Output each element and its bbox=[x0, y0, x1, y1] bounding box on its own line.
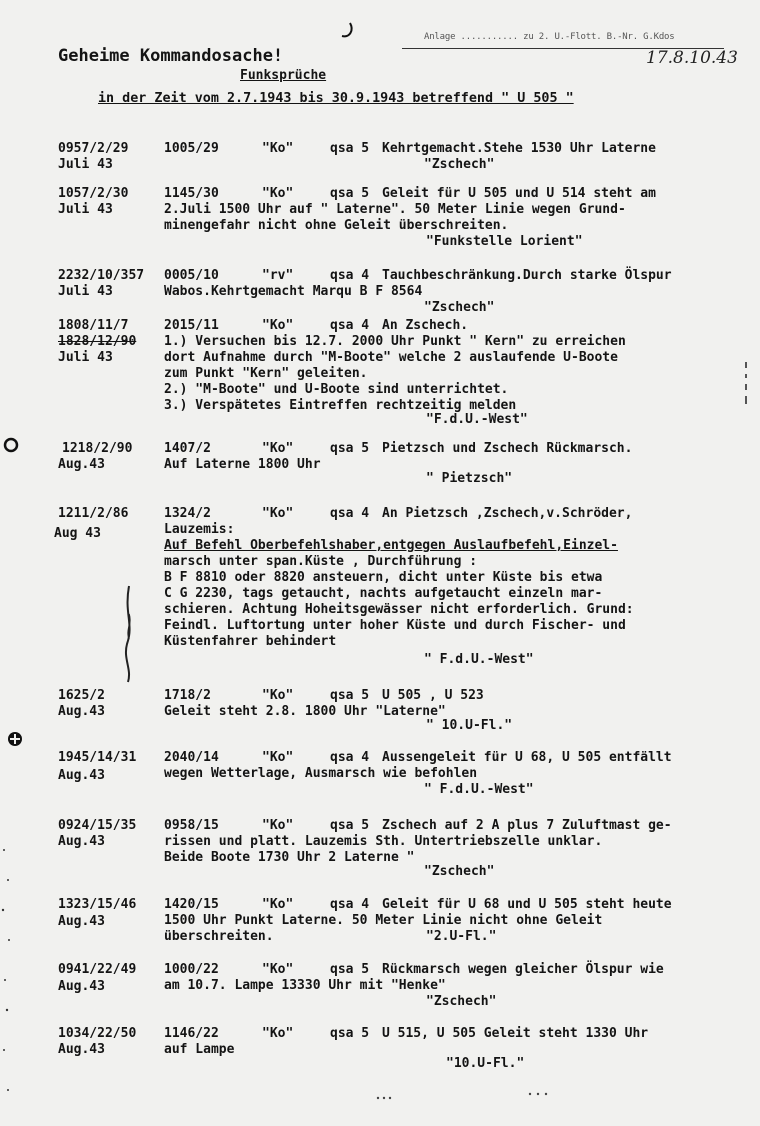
entry-time: 1145/30 bbox=[164, 186, 219, 201]
entry-signature: " F.d.U.-West" bbox=[424, 782, 534, 797]
entry-text-line: Geleit für U 505 und U 514 steht am bbox=[382, 186, 656, 201]
entry-signature: "10.U-Fl." bbox=[446, 1056, 525, 1071]
entry-qsa: qsa 4 bbox=[330, 897, 370, 912]
entry-qsa: qsa 5 bbox=[330, 441, 370, 456]
entry-sender: "Ko" bbox=[262, 441, 294, 456]
entry-text-line: minengefahr nicht ohne Geleit überschreiten. bbox=[164, 218, 509, 233]
entry-qsa: qsa 5 bbox=[330, 1026, 370, 1041]
entry-text-line: überschreiten. bbox=[164, 929, 274, 944]
entry-time: 2015/11 bbox=[164, 318, 219, 333]
entry-month: Aug.43 bbox=[58, 704, 105, 719]
classification-heading: Geheime Kommandosache! bbox=[58, 46, 284, 66]
entry-ref: 1808/11/7 bbox=[58, 318, 129, 333]
entry-signature: " 10.U-Fl." bbox=[426, 718, 513, 733]
entry-sender: "Ko" bbox=[262, 141, 294, 156]
entry-text-line: Geleit steht 2.8. 1800 Uhr "Laterne" bbox=[164, 704, 446, 719]
entry-ref: 0957/2/29 bbox=[58, 141, 129, 156]
entry-ref-struck: 1828/12/90 bbox=[58, 334, 137, 349]
entry-text-line: U 515, U 505 Geleit steht 1330 Uhr bbox=[382, 1026, 649, 1041]
entry-month: Juli 43 bbox=[58, 350, 113, 365]
entry-text-line: Zschech auf 2 A plus 7 Zuluftmast ge- bbox=[382, 818, 672, 833]
entry-text-line: Geleit für U 68 und U 505 steht heute bbox=[382, 897, 672, 912]
entry-qsa: qsa 4 bbox=[330, 268, 370, 283]
entry-qsa: qsa 4 bbox=[330, 506, 370, 521]
entry-signature: " F.d.U.-West" bbox=[424, 652, 534, 667]
entry-month: Juli 43 bbox=[58, 202, 113, 217]
entry-text-line: An Pietzsch ,Zschech,v.Schröder, bbox=[382, 506, 633, 521]
title-line: in der Zeit vom 2.7.1943 bis 30.9.1943 betreffend " U 505 " bbox=[98, 91, 574, 106]
entry-text-line: 1.) Versuchen bis 12.7. 2000 Uhr Punkt " Kern" zu erreichen bbox=[164, 334, 626, 349]
entry-time: 1420/15 bbox=[164, 897, 219, 912]
entry-text-line: Wabos.Kehrtgemacht Marqu B F 8564 bbox=[164, 284, 423, 299]
entry-time: 1146/22 bbox=[164, 1026, 219, 1041]
handwritten-margin-mark bbox=[118, 584, 140, 684]
punch-hole-mark bbox=[2, 436, 20, 454]
entry-signature: " Pietzsch" bbox=[426, 471, 513, 486]
entry-ref: 0924/15/35 bbox=[58, 818, 137, 833]
entry-text-line: Tauchbeschränkung.Durch starke Ölspur bbox=[382, 268, 672, 283]
entry-qsa: qsa 4 bbox=[330, 750, 370, 765]
entry-text-line: Lauzemis: bbox=[164, 522, 235, 537]
entry-signature: "Zschech" bbox=[424, 300, 495, 315]
entry-text-line: Aussengeleit für U 68, U 505 entfällt bbox=[382, 750, 672, 765]
entry-text-line: Feindl. Luftortung unter hoher Küste und durch Fischer- und bbox=[164, 618, 626, 633]
entry-month: Aug.43 bbox=[58, 457, 105, 472]
entry-month: Aug 43 bbox=[54, 526, 101, 541]
entry-qsa: qsa 5 bbox=[330, 186, 370, 201]
left-edge-speckle bbox=[0, 840, 14, 1120]
subtitle: Funksprüche bbox=[240, 68, 327, 83]
entry-month: Aug.43 bbox=[58, 979, 105, 994]
entry-text-line: wegen Wetterlage, Ausmarsch wie befohlen bbox=[164, 766, 478, 781]
entry-ref: 1057/2/30 bbox=[58, 186, 129, 201]
entry-ref: 1323/15/46 bbox=[58, 897, 137, 912]
entry-text-line: am 10.7. Lampe 13330 Uhr mit "Henke" bbox=[164, 978, 446, 993]
handwritten-date: 17.8.10.43 bbox=[646, 48, 738, 68]
entry-text-line: Auf Befehl Oberbefehlshaber,entgegen Auslaufbefehl,Einzel- bbox=[164, 538, 618, 553]
entry-signature: "Zschech" bbox=[426, 994, 497, 1009]
top-curl-mark bbox=[336, 20, 358, 42]
entry-text-line: B F 8810 oder 8820 ansteuern, dicht unter Küste bis etwa bbox=[164, 570, 603, 585]
entry-time: 1000/22 bbox=[164, 962, 219, 977]
entry-text-line: marsch unter span.Küste , Durchführung : bbox=[164, 554, 478, 569]
entry-text-line: Rückmarsch wegen gleicher Ölspur wie bbox=[382, 962, 664, 977]
entry-ref: 0941/22/49 bbox=[58, 962, 137, 977]
entry-text-line: dort Aufnahme durch "M-Boote" welche 2 auslaufende U-Boote bbox=[164, 350, 618, 365]
entry-ref: 1034/22/50 bbox=[58, 1026, 137, 1041]
entry-sender: "Ko" bbox=[262, 1026, 294, 1041]
entry-sender: "Ko" bbox=[262, 962, 294, 977]
entry-text-line: zum Punkt "Kern" geleiten. bbox=[164, 366, 368, 381]
entry-qsa: qsa 5 bbox=[330, 141, 370, 156]
entry-time: 2040/14 bbox=[164, 750, 219, 765]
entry-time: 1005/29 bbox=[164, 141, 219, 156]
entry-month: Juli 43 bbox=[58, 284, 113, 299]
entry-text-line: Kehrtgemacht.Stehe 1530 Uhr Laterne bbox=[382, 141, 656, 156]
entry-signature: "Zschech" bbox=[424, 864, 495, 879]
entry-time: 1407/2 bbox=[164, 441, 211, 456]
entry-text-line: auf Lampe bbox=[164, 1042, 235, 1057]
entry-text-line: 1500 Uhr Punkt Laterne. 50 Meter Linie nicht ohne Geleit bbox=[164, 913, 603, 928]
entry-sender: "Ko" bbox=[262, 186, 294, 201]
entry-signature: "2.U-Fl." bbox=[426, 929, 497, 944]
entry-text-line: An Zschech. bbox=[382, 318, 469, 333]
entry-time: 1718/2 bbox=[164, 688, 211, 703]
entry-month: Aug.43 bbox=[58, 1042, 105, 1057]
entry-text-line: Pietzsch und Zschech Rückmarsch. bbox=[382, 441, 633, 456]
entry-sender: "Ko" bbox=[262, 818, 294, 833]
entry-qsa: qsa 5 bbox=[330, 962, 370, 977]
entry-sender: "rv" bbox=[262, 268, 294, 283]
entry-signature: "Funkstelle Lorient" bbox=[426, 234, 583, 249]
stamp-text: Anlage ........... zu 2. U.-Flott. B.-Nr. G.Kdos bbox=[424, 32, 675, 42]
entry-sender: "Ko" bbox=[262, 750, 294, 765]
entry-month: Aug.43 bbox=[58, 914, 105, 929]
entry-signature: "Zschech" bbox=[424, 157, 495, 172]
entry-time: 0958/15 bbox=[164, 818, 219, 833]
entry-sender: "Ko" bbox=[262, 688, 294, 703]
entry-month: Aug.43 bbox=[58, 834, 105, 849]
entry-ref: 1945/14/31 bbox=[58, 750, 137, 765]
entry-sender: "Ko" bbox=[262, 897, 294, 912]
right-edge-mark bbox=[742, 360, 752, 410]
entry-ref: 1211/2/86 bbox=[58, 506, 129, 521]
entry-text-line: Küstenfahrer behindert bbox=[164, 634, 337, 649]
entry-text-line: 2.) "M-Boote" und U-Boote sind unterrichtet. bbox=[164, 382, 509, 397]
entry-qsa: qsa 5 bbox=[330, 818, 370, 833]
entry-time: 0005/10 bbox=[164, 268, 219, 283]
entry-text-line: 2.Juli 1500 Uhr auf " Laterne". 50 Meter Linie wegen Grund- bbox=[164, 202, 626, 217]
entry-text-line: Auf Laterne 1800 Uhr bbox=[164, 457, 321, 472]
entry-qsa: qsa 5 bbox=[330, 688, 370, 703]
entry-ref: 2232/10/357 bbox=[58, 268, 145, 283]
entry-text-line: Beide Boote 1730 Uhr 2 Laterne " bbox=[164, 850, 415, 865]
entry-ref: 1218/2/90 bbox=[62, 441, 133, 456]
entry-text-line: schieren. Achtung Hoheitsgewässer nicht erforderlich. Grund: bbox=[164, 602, 634, 617]
punch-hole-mark bbox=[6, 730, 24, 748]
entry-text-line: rissen und platt. Lauzemis Sth. Untertriebszelle unklar. bbox=[164, 834, 603, 849]
entry-month: Aug.43 bbox=[58, 768, 105, 783]
entry-sender: "Ko" bbox=[262, 318, 294, 333]
entry-sender: "Ko" bbox=[262, 506, 294, 521]
entry-time: 1324/2 bbox=[164, 506, 211, 521]
bottom-speckle bbox=[370, 1086, 560, 1106]
entry-month: Juli 43 bbox=[58, 157, 113, 172]
entry-text-line: C G 2230, tags getaucht, nachts aufgetaucht einzeln mar- bbox=[164, 586, 603, 601]
entry-qsa: qsa 4 bbox=[330, 318, 370, 333]
entry-ref: 1625/2 bbox=[58, 688, 105, 703]
entry-signature: "F.d.U.-West" bbox=[426, 412, 528, 427]
entry-text-line: 3.) Verspätetes Eintreffen rechtzeitig melden bbox=[164, 398, 517, 413]
entry-text-line: U 505 , U 523 bbox=[382, 688, 484, 703]
